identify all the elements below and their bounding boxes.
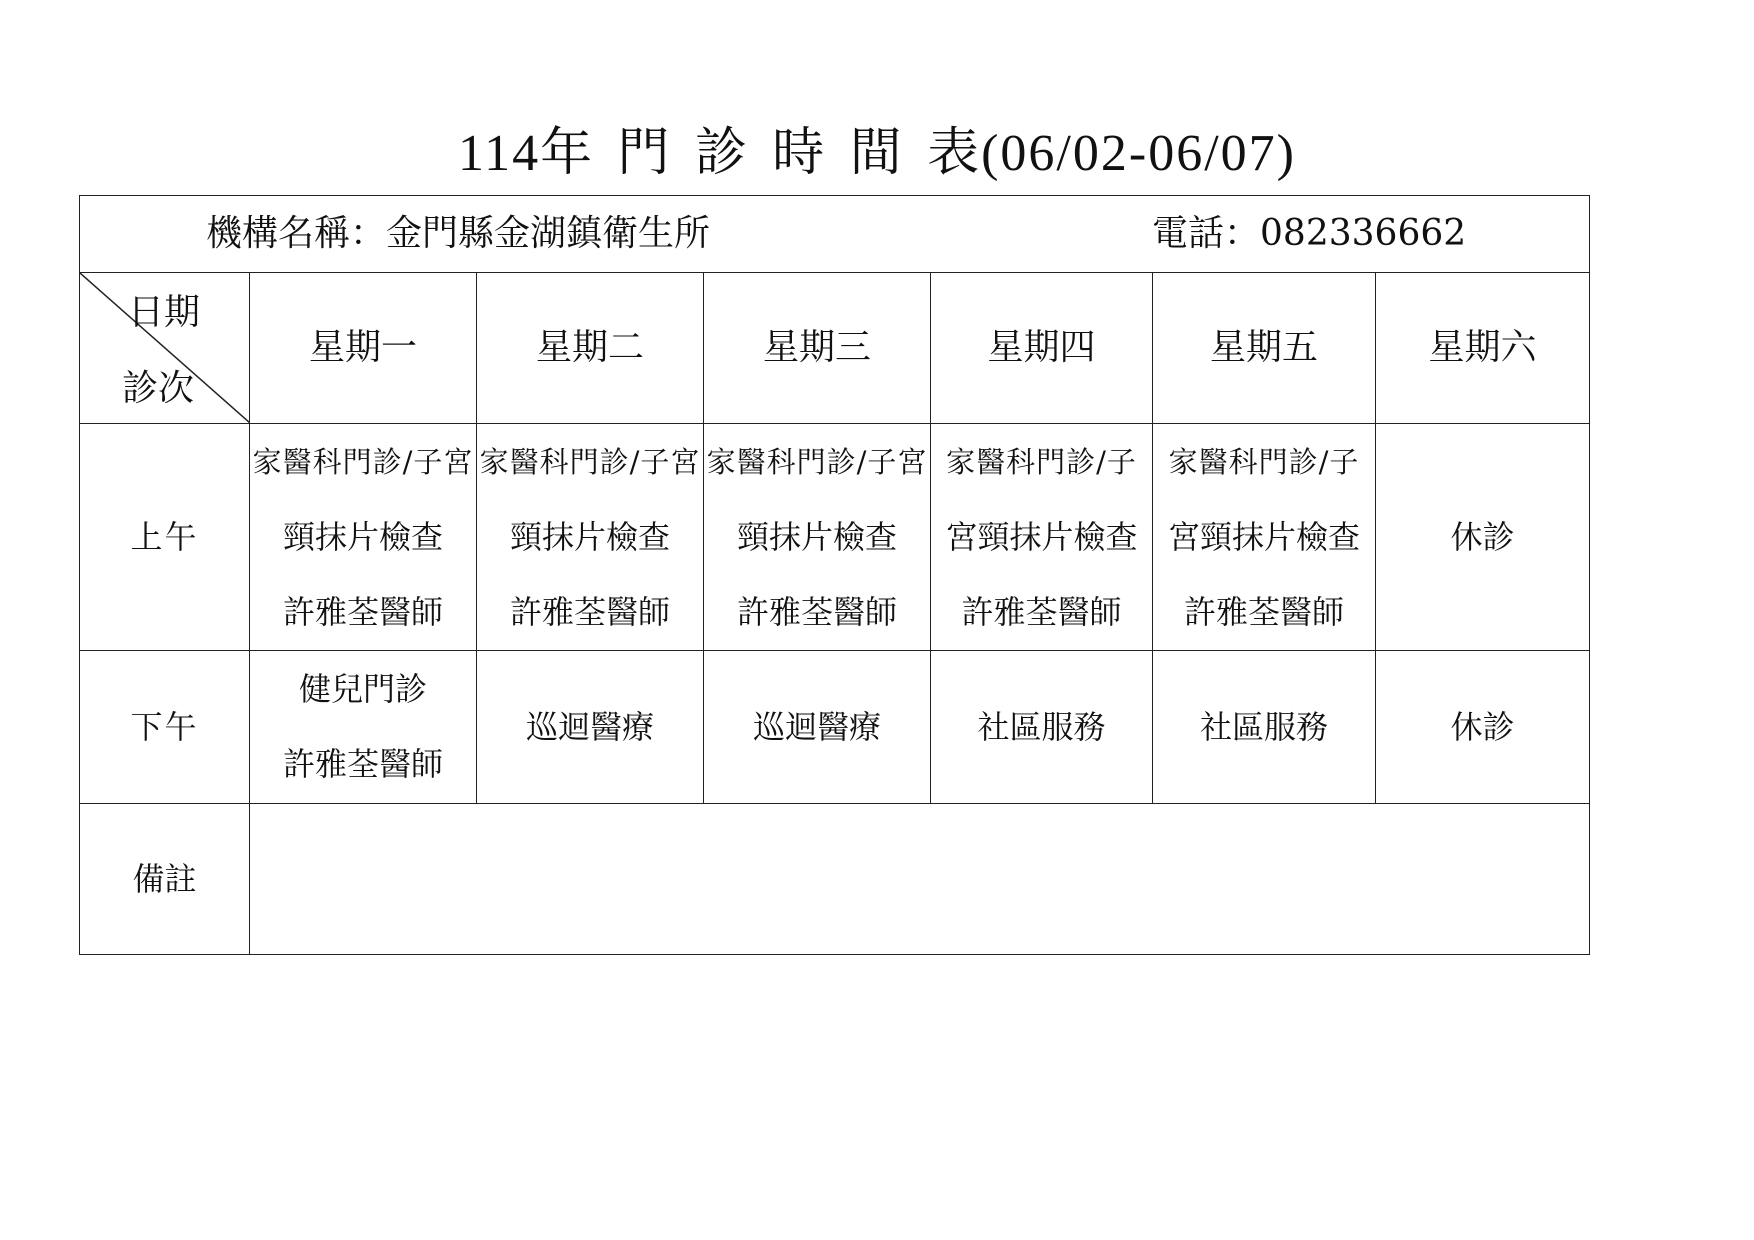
cell-line: 頸抹片檢查: [509, 517, 670, 556]
schedule-cell: 社區服務: [931, 651, 1153, 804]
cell-line: 頸抹片檢查: [736, 517, 897, 556]
clinic-schedule-table: [79, 195, 1590, 955]
cell-line: 許雅荃醫師: [736, 592, 897, 631]
cell-line: 頸抹片檢查: [282, 517, 443, 556]
title-word: 診: [694, 125, 749, 182]
schedule-cell: [250, 651, 477, 804]
page-title: [0, 122, 1754, 186]
phone-label: 電話：: [1152, 213, 1261, 254]
afternoon-row: [80, 651, 1590, 804]
notes-label: 備註: [80, 804, 250, 955]
day-header: 星期三: [704, 273, 931, 424]
schedule-cell: [931, 424, 1153, 651]
schedule-cell: 休診: [1376, 651, 1590, 804]
info-row: [80, 196, 1590, 273]
day-header: 星期四: [931, 273, 1153, 424]
cell-line: 許雅荃醫師: [509, 592, 670, 631]
cell-line: 許雅荃醫師: [961, 592, 1122, 631]
day-header-row: [80, 273, 1590, 424]
schedule-cell: [704, 424, 931, 651]
session-label-afternoon: 下午: [80, 651, 250, 804]
title-year: 114年: [458, 125, 595, 182]
schedule-cell: 社區服務: [1153, 651, 1376, 804]
day-header: 星期二: [477, 273, 704, 424]
corner-session-label: 診次: [122, 368, 195, 409]
phone: [1152, 212, 1466, 255]
title-tail: 表(06/02-06/07): [927, 125, 1296, 182]
corner-date-label: 日期: [128, 292, 201, 333]
day-header: 星期一: [250, 273, 477, 424]
day-header: 星期六: [1376, 273, 1590, 424]
cell-line: 宮頸抹片檢查: [1167, 517, 1360, 556]
cell-line: 家醫科門診/子宮: [706, 444, 928, 479]
schedule-cell: 巡迴醫療: [477, 651, 704, 804]
schedule-cell: [250, 424, 477, 651]
cell-line: 許雅荃醫師: [282, 592, 443, 631]
title-word: 門: [617, 125, 672, 182]
phone-number: 082336662: [1260, 213, 1467, 254]
notes-content: [250, 804, 1590, 955]
cell-line: 家醫科門診/子: [1168, 444, 1360, 479]
cell-line: 許雅荃醫師: [282, 745, 443, 783]
org-label: 機構名稱：: [206, 213, 387, 254]
day-header: 星期五: [1153, 273, 1376, 424]
org-name: 金門縣金湖鎮衛生所: [386, 213, 711, 254]
morning-row: [80, 424, 1590, 651]
schedule-cell: 巡迴醫療: [704, 651, 931, 804]
session-label-morning: 上午: [80, 424, 250, 651]
schedule-cell: 休診: [1376, 424, 1590, 651]
cell-line: 宮頸抹片檢查: [945, 517, 1138, 556]
notes-row: [80, 804, 1590, 955]
cell-line: 家醫科門診/子宮: [252, 444, 474, 479]
schedule-cell: [477, 424, 704, 651]
organization: [206, 212, 710, 255]
cell-line: 家醫科門診/子宮: [479, 444, 701, 479]
info-cell: [80, 196, 1590, 273]
title-word: 間: [849, 125, 904, 182]
cell-line: 健兒門診: [298, 670, 427, 708]
corner-cell: [80, 273, 250, 424]
title-word: 時: [772, 125, 827, 182]
schedule-cell: [1153, 424, 1376, 651]
cell-line: 許雅荃醫師: [1183, 592, 1344, 631]
cell-line: 家醫科門診/子: [946, 444, 1137, 479]
